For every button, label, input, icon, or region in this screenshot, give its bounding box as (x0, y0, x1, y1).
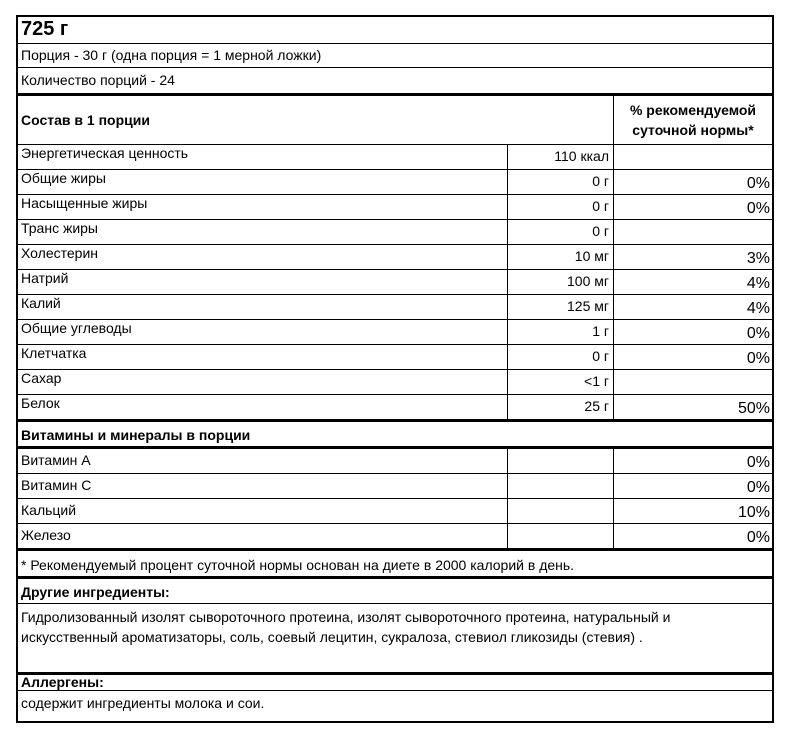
weight-row (18, 17, 772, 44)
ingredients-text (18, 604, 772, 672)
dv-header-line2: суточной нормы* (632, 122, 754, 138)
ingredients-line: искусственный ароматизаторы, соль, соевый лецитин, сукралоза, стевиол гликозиды (стевия) . (21, 629, 643, 645)
nutrient-name: Клетчатка (21, 345, 87, 361)
nutrient-name: Насыщенные жиры (21, 195, 148, 211)
nutrient-name: Белок (21, 395, 60, 411)
nutrient-amount: 110 ккал (507, 145, 613, 169)
nutrient-name: Общие углеводы (21, 320, 132, 336)
nutrient-dv: 0% (613, 170, 772, 194)
vitamin-row (18, 474, 772, 499)
composition-header-row (18, 96, 772, 145)
vitamin-dv: 0% (613, 524, 772, 548)
vitamin-name: Железо (21, 527, 71, 543)
vitamin-row (18, 449, 772, 474)
ingredients-line: Гидролизованный изолят сывороточного протеина, изолят сывороточного протеина, натуральный и (21, 609, 671, 625)
servings-count-row (18, 68, 772, 96)
nutrient-row (18, 270, 772, 295)
nutrient-row (18, 320, 772, 345)
nutrient-amount: <1 г (507, 370, 613, 394)
nutrient-name: Натрий (21, 270, 69, 286)
vitamin-amount (507, 449, 613, 473)
nutrient-name: Транс жиры (21, 220, 98, 236)
nutrient-amount: 0 г (507, 345, 613, 369)
vitamin-name: Кальций (21, 502, 77, 518)
vitamin-row (18, 499, 772, 524)
nutrient-dv: 0% (613, 195, 772, 219)
serving-text: Порция - 30 г (одна порция = 1 мерной ложки) (21, 47, 322, 63)
nutrient-row (18, 145, 772, 170)
vitamin-amount (507, 474, 613, 498)
allergens-header: Аллергены: (21, 674, 104, 690)
nutrient-row (18, 245, 772, 270)
nutrient-row (18, 195, 772, 220)
vitamin-name: Витамин С (21, 477, 92, 493)
nutrient-dv: 3% (613, 245, 772, 269)
nutrient-dv: 4% (613, 295, 772, 319)
nutrient-amount: 10 мг (507, 245, 613, 269)
serving-row (18, 44, 772, 68)
nutrient-row (18, 220, 772, 245)
nutrient-dv (613, 370, 772, 394)
allergens-header-row (18, 675, 772, 691)
nutrient-name: Калий (21, 295, 61, 311)
nutrient-amount: 0 г (507, 195, 613, 219)
vitamin-dv: 10% (613, 499, 772, 523)
ingredients-header-row (18, 579, 772, 604)
composition-header: Состав в 1 порции (21, 112, 150, 128)
nutrient-name: Сахар (21, 370, 62, 386)
nutrient-dv: 0% (613, 345, 772, 369)
dv-header-line1: % рекомендуемой (629, 102, 757, 118)
nutrient-name: Энергетическая ценность (21, 145, 189, 161)
nutrient-dv (613, 145, 772, 169)
nutrient-dv: 0% (613, 320, 772, 344)
nutrient-amount: 25 г (507, 395, 613, 419)
nutrient-amount: 100 мг (507, 270, 613, 294)
nutrient-amount: 0 г (507, 170, 613, 194)
nutrient-row (18, 295, 772, 320)
footnote-text: * Рекомендуемый процент суточной нормы основан на диете в 2000 калорий в день. (21, 557, 575, 573)
allergens-text: содержит ингредиенты молока и сои. (21, 695, 265, 711)
vitamin-dv: 0% (613, 474, 772, 498)
nutrient-name: Общие жиры (21, 170, 106, 186)
nutrient-row (18, 345, 772, 370)
nutrient-dv: 50% (613, 395, 772, 419)
ingredients-header: Другие ингредиенты: (21, 584, 170, 600)
nutrient-amount: 1 г (507, 320, 613, 344)
nutrient-dv: 4% (613, 270, 772, 294)
weight-text: 725 г (21, 18, 69, 40)
nutrition-label (16, 15, 774, 723)
ingredients-row (18, 604, 772, 675)
footnote-row (18, 551, 772, 579)
vitamins-header: Витамины и минералы в порции (21, 427, 251, 443)
nutrient-dv (613, 220, 772, 244)
servings-count-text: Количество порций - 24 (21, 72, 175, 88)
vitamins-header-row (18, 422, 772, 449)
dv-header (613, 96, 772, 144)
nutrient-row (18, 170, 772, 195)
vitamin-row (18, 524, 772, 551)
nutrient-row (18, 370, 772, 395)
nutrient-amount: 0 г (507, 220, 613, 244)
vitamin-dv: 0% (613, 449, 772, 473)
nutrient-amount: 125 мг (507, 295, 613, 319)
vitamin-name: Витамин А (21, 452, 91, 468)
vitamin-amount (507, 499, 613, 523)
vitamin-amount (507, 524, 613, 548)
allergens-row (18, 691, 772, 721)
nutrient-name: Холестерин (21, 245, 98, 261)
nutrient-row (18, 395, 772, 422)
